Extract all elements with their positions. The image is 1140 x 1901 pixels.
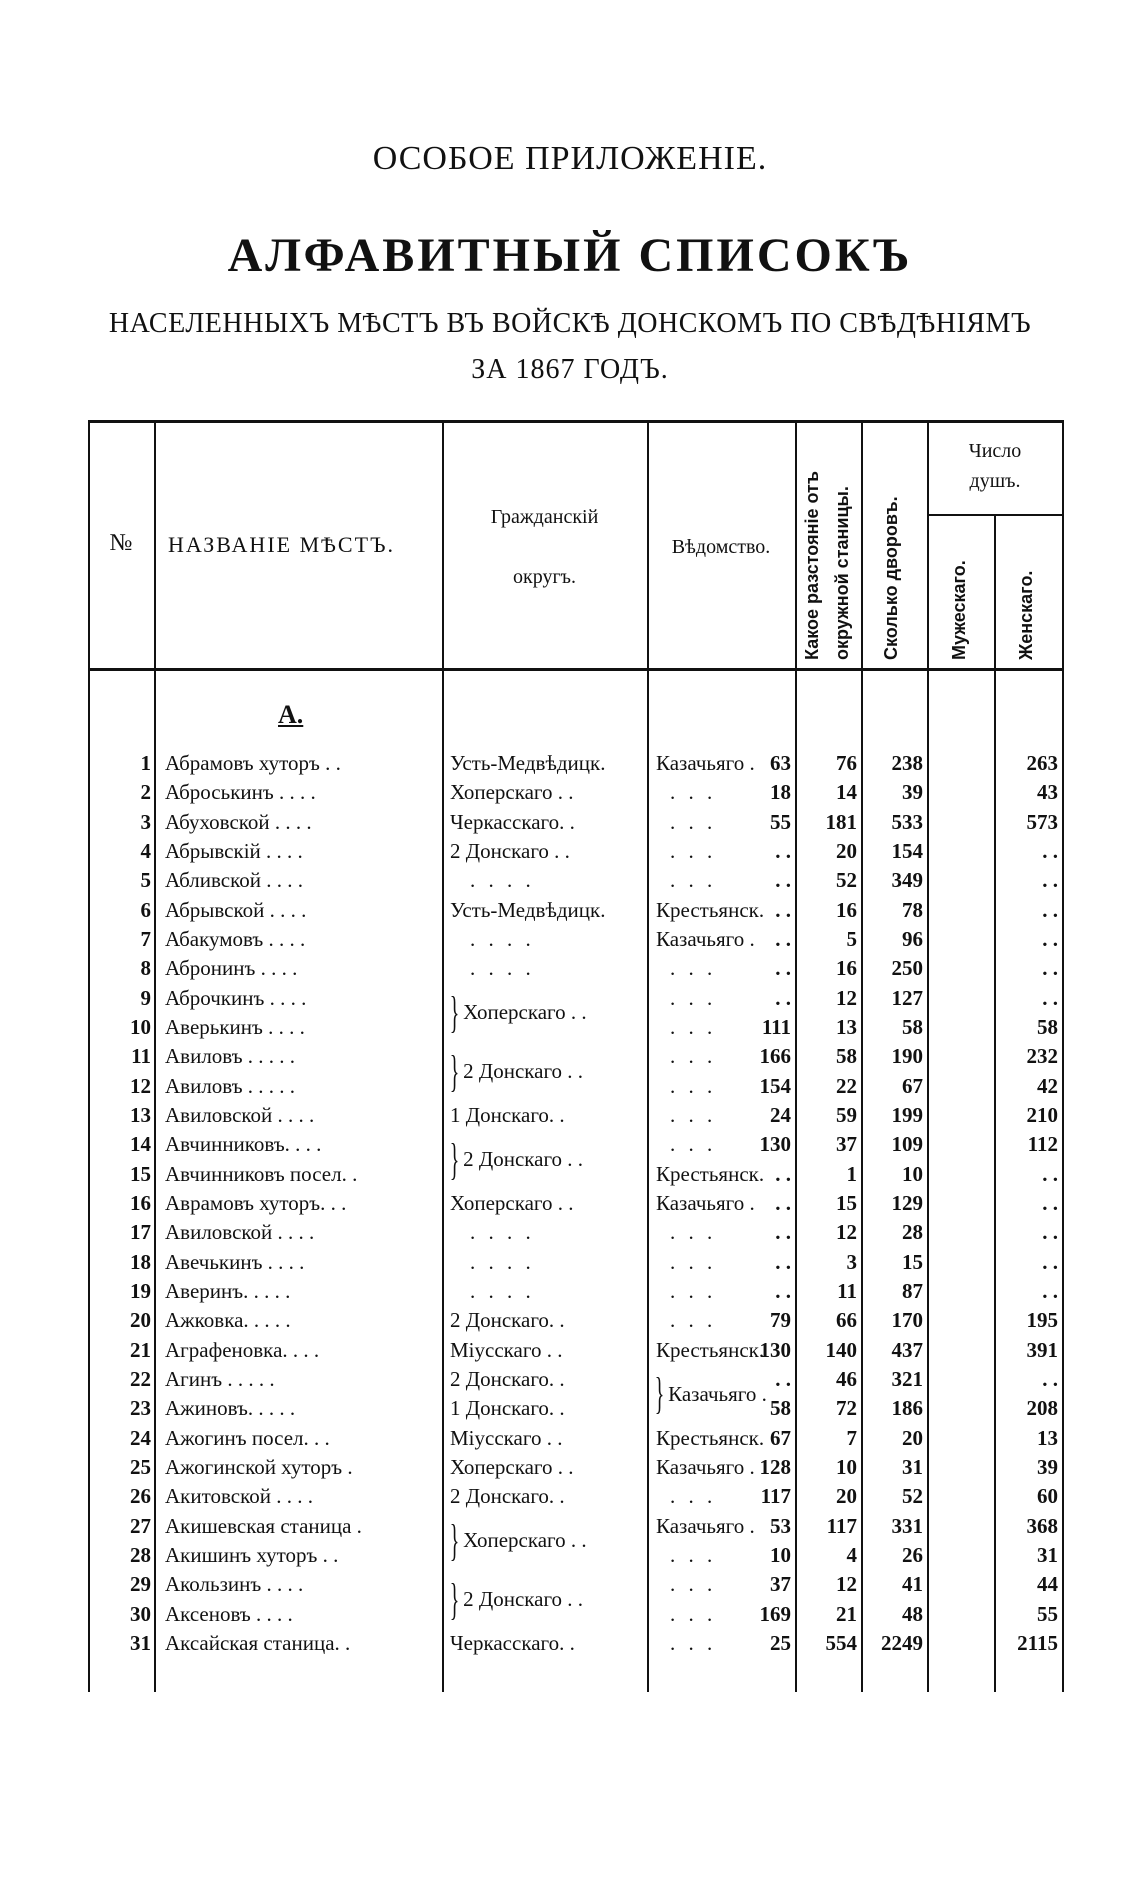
female-count: . . <box>1042 1220 1058 1245</box>
distance: . . <box>775 1249 791 1274</box>
male-count: 20 <box>902 1425 923 1450</box>
households: 12 <box>836 1220 857 1245</box>
place-name: Абрывской . . . . <box>165 897 307 922</box>
row-number: 29 <box>130 1572 151 1597</box>
grouped-district <box>444 1042 583 1101</box>
header-number: № <box>109 530 133 556</box>
place-name: Аксайская станица. . <box>165 1630 351 1655</box>
department: . . . <box>670 1572 717 1597</box>
list-title: АЛФАВИТНЫЙ СПИСОКЪ <box>227 229 913 282</box>
grouped-district <box>444 1512 587 1571</box>
department: . . . <box>670 780 717 805</box>
female-count: 573 <box>1026 809 1058 834</box>
row-number: 9 <box>140 985 151 1010</box>
households: 554 <box>825 1630 857 1655</box>
male-count: 186 <box>891 1396 923 1421</box>
male-count: 250 <box>891 956 923 981</box>
distance: . . <box>775 868 791 893</box>
female-count: . . <box>1042 956 1058 981</box>
department: Казачьяго . <box>656 1190 755 1215</box>
distance: . . <box>775 956 791 981</box>
place-name: Абуховской . . . . <box>165 809 312 834</box>
households: 140 <box>825 1337 857 1362</box>
row-number: 28 <box>130 1542 151 1567</box>
civil-district: . . . . <box>470 926 535 951</box>
table-row <box>0 1629 1140 1658</box>
female-count: 368 <box>1026 1513 1058 1538</box>
department: Казачьяго . <box>656 1513 755 1538</box>
female-count: 232 <box>1026 1044 1058 1069</box>
header-distance <box>797 428 859 660</box>
households: 76 <box>836 751 857 775</box>
place-name: Акитовской . . . . <box>165 1484 313 1509</box>
table-row <box>0 925 1140 954</box>
civil-district: 2 Донскаго. . <box>450 1484 565 1509</box>
civil-district: . . . . <box>470 868 535 893</box>
distance: . . <box>775 1190 791 1215</box>
department: Казачьяго . <box>656 751 755 775</box>
households: 117 <box>826 1513 857 1538</box>
female-count: 195 <box>1026 1308 1058 1333</box>
male-count: 39 <box>902 780 923 805</box>
civil-district: Черкасскаго. . <box>450 1630 575 1655</box>
male-count: 129 <box>891 1190 923 1215</box>
department: . . . <box>670 1132 717 1157</box>
department: Крестьянск. <box>656 1337 765 1362</box>
male-count: 41 <box>902 1572 923 1597</box>
households: 46 <box>836 1366 857 1391</box>
male-count: 26 <box>902 1542 923 1567</box>
civil-district: 2 Донскаго. . <box>450 1366 565 1391</box>
households: 66 <box>836 1308 857 1333</box>
brace-icon: } <box>654 1369 665 1419</box>
table-row <box>0 896 1140 925</box>
department: . . . <box>670 1308 717 1333</box>
households: 1 <box>846 1161 857 1186</box>
header-distance-2: окружной станицы. <box>832 486 852 660</box>
male-count: 190 <box>891 1044 923 1069</box>
distance: 25 <box>770 1630 791 1655</box>
row-number: 31 <box>130 1630 151 1655</box>
female-count: . . <box>1042 985 1058 1010</box>
header-female: Женскаго. <box>1016 570 1036 660</box>
place-name: Аврамовъ хуторъ. . . <box>165 1190 347 1215</box>
male-count: 349 <box>891 868 923 893</box>
header-souls-2: душъ. <box>969 470 1021 492</box>
group-label: 2 Донскаго . . <box>463 1059 584 1084</box>
place-name: Аверькинъ . . . . <box>165 1014 305 1039</box>
distance: . . <box>775 1366 791 1391</box>
households: 59 <box>836 1102 857 1127</box>
grouped-district <box>444 1570 583 1629</box>
households: 13 <box>836 1014 857 1039</box>
place-name: Аброськинъ . . . . <box>165 780 316 805</box>
table-row <box>0 866 1140 895</box>
female-count: . . <box>1042 1366 1058 1391</box>
place-name: Акишинъ хуторъ . . <box>165 1542 339 1567</box>
distance: 154 <box>759 1073 791 1098</box>
female-count: . . <box>1042 1161 1058 1186</box>
male-count: 48 <box>902 1601 923 1626</box>
civil-district: Мiусскаго . . <box>450 1425 563 1450</box>
department: . . . <box>670 1542 717 1567</box>
households: 181 <box>825 809 857 834</box>
table-row <box>0 778 1140 807</box>
list-subtitle: НАСЕЛЕННЫХЪ МѢСТЪ ВЪ ВОЙСКѢ ДОНСКОМЪ ПО СВѢДѢНIЯМЪ <box>108 308 1032 339</box>
distance: 117 <box>760 1484 791 1509</box>
row-number: 16 <box>130 1190 151 1215</box>
distance: . . <box>775 1278 791 1303</box>
distance: . . <box>775 926 791 951</box>
civil-district: Хоперскаго . . <box>450 1190 574 1215</box>
row-number: 14 <box>130 1132 151 1157</box>
place-name: Акользинъ . . . . <box>165 1572 304 1597</box>
households: 15 <box>836 1190 857 1215</box>
civil-district: Хоперскаго . . <box>450 1454 574 1479</box>
female-count: 263 <box>1026 751 1058 775</box>
table-row <box>0 1101 1140 1130</box>
department: . . . <box>670 1073 717 1098</box>
households: 22 <box>836 1073 857 1098</box>
department: . . . <box>670 956 717 981</box>
place-name: Абакумовъ . . . . <box>165 926 306 951</box>
table-row <box>0 1277 1140 1306</box>
distance: 58 <box>770 1396 791 1421</box>
place-name: Авечькинъ . . . . <box>165 1249 305 1274</box>
header-distance-1: Какое разстоянiе отъ <box>802 471 822 660</box>
department: . . . <box>670 1044 717 1069</box>
distance: 55 <box>770 809 791 834</box>
table-row <box>0 1248 1140 1277</box>
male-count: 10 <box>902 1161 923 1186</box>
female-count: 13 <box>1037 1425 1058 1450</box>
households: 14 <box>836 780 857 805</box>
row-number: 13 <box>130 1102 151 1127</box>
table-row <box>0 1394 1140 1423</box>
distance: . . <box>775 1220 791 1245</box>
civil-district: . . . . <box>470 956 535 981</box>
appendix-heading: ОСОБОЕ ПРИЛОЖЕНIЕ. <box>372 140 768 177</box>
department: Крестьянск. <box>656 1161 765 1186</box>
souls-divider <box>928 514 1064 516</box>
households: 20 <box>836 838 857 863</box>
table-row <box>0 808 1140 837</box>
department: Казачьяго . <box>656 926 755 951</box>
households: 5 <box>846 926 857 951</box>
row-number: 18 <box>130 1249 151 1274</box>
female-count: 43 <box>1037 780 1058 805</box>
male-count: 52 <box>902 1484 923 1509</box>
group-label: 2 Донскаго . . <box>463 1147 584 1172</box>
department: . . . <box>670 868 717 893</box>
table-row <box>0 1306 1140 1335</box>
place-name: Абливской . . . . <box>165 868 303 893</box>
male-count: 238 <box>891 751 923 775</box>
place-name: Авиловъ . . . . . <box>165 1073 296 1098</box>
table-row <box>0 749 1140 778</box>
households: 11 <box>837 1278 857 1303</box>
header-name: НАЗВАНIЕ МѢСТЪ. <box>168 532 396 557</box>
header-souls-1: Число <box>968 440 1022 462</box>
civil-district: Усть-Медвѣдицк. <box>450 751 606 775</box>
row-number: 3 <box>140 809 151 834</box>
brace-icon: } <box>449 987 460 1037</box>
row-number: 5 <box>140 868 151 893</box>
civil-district: 2 Донскаго . . <box>450 838 570 863</box>
distance: . . <box>775 985 791 1010</box>
row-number: 23 <box>130 1396 151 1421</box>
distance: 166 <box>759 1044 791 1069</box>
place-name: Аверинъ. . . . . <box>165 1278 291 1303</box>
male-count: 31 <box>902 1454 923 1479</box>
table-row <box>0 1482 1140 1511</box>
distance: 130 <box>759 1132 791 1157</box>
grouped-department <box>649 1365 767 1424</box>
row-number: 30 <box>130 1601 151 1626</box>
row-number: 12 <box>130 1073 151 1098</box>
header-households: Сколько дворовъ. <box>881 496 901 660</box>
department: . . . <box>670 1630 717 1655</box>
male-count: 331 <box>891 1513 923 1538</box>
female-count: 39 <box>1037 1454 1058 1479</box>
department: Крестьянск. <box>656 897 765 922</box>
row-number: 27 <box>130 1513 151 1538</box>
male-count: 28 <box>902 1220 923 1245</box>
brace-icon: } <box>449 1046 460 1096</box>
male-count: 321 <box>891 1366 923 1391</box>
row-number: 11 <box>131 1044 151 1069</box>
female-count: 31 <box>1037 1542 1058 1567</box>
row-number: 1 <box>140 751 151 775</box>
place-name: Авиловской . . . . <box>165 1220 315 1245</box>
place-name: Абрывскiй . . . . <box>165 838 303 863</box>
distance: 128 <box>759 1454 791 1479</box>
distance: . . <box>775 897 791 922</box>
distance: 63 <box>770 751 791 775</box>
households: 58 <box>836 1044 857 1069</box>
department: Казачьяго . <box>656 1454 755 1479</box>
civil-district: Хоперскаго . . <box>450 780 574 805</box>
distance: . . <box>775 1161 791 1186</box>
table-row <box>0 1453 1140 1482</box>
department: . . . <box>670 985 717 1010</box>
department: . . . <box>670 1249 717 1274</box>
male-count: 533 <box>891 809 923 834</box>
male-count: 87 <box>902 1278 923 1303</box>
distance: 24 <box>770 1102 791 1127</box>
row-number: 10 <box>130 1014 151 1039</box>
female-count: 58 <box>1037 1014 1058 1039</box>
list-year: ЗА 1867 ГОДЪ. <box>471 354 669 385</box>
row-number: 25 <box>130 1454 151 1479</box>
households: 7 <box>846 1425 857 1450</box>
place-name: Ажиновъ. . . . . <box>165 1396 296 1421</box>
households: 12 <box>836 985 857 1010</box>
group-label: Казачьяго . <box>668 1381 767 1406</box>
brace-icon: } <box>449 1574 460 1624</box>
distance: 169 <box>759 1601 791 1626</box>
civil-district: Усть-Медвѣдицк. <box>450 897 606 922</box>
female-count: 55 <box>1037 1601 1058 1626</box>
header-okrug-1: Гражданскiй <box>490 506 599 528</box>
department: . . . <box>670 1220 717 1245</box>
female-count: 60 <box>1037 1484 1058 1509</box>
distance: 111 <box>761 1014 791 1039</box>
row-number: 4 <box>140 838 151 863</box>
place-name: Авчинниковъ. . . . <box>165 1132 322 1157</box>
male-count: 78 <box>902 897 923 922</box>
row-number: 21 <box>130 1337 151 1362</box>
place-name: Аксеновъ . . . . <box>165 1601 293 1626</box>
male-count: 437 <box>891 1337 923 1362</box>
department: Крестьянск. <box>656 1425 765 1450</box>
header-vedomstvo: Вѣдомство. <box>671 536 771 558</box>
civil-district: Черкасскаго. . <box>450 809 575 834</box>
distance: 67 <box>770 1425 791 1450</box>
row-number: 2 <box>140 780 151 805</box>
row-number: 8 <box>140 956 151 981</box>
group-label: Хоперскаго . . <box>463 1528 587 1553</box>
brace-icon: } <box>449 1515 460 1565</box>
department: . . . <box>670 1601 717 1626</box>
households: 10 <box>836 1454 857 1479</box>
households: 72 <box>836 1396 857 1421</box>
female-count: 42 <box>1037 1073 1058 1098</box>
civil-district: 2 Донскаго. . <box>450 1308 565 1333</box>
distance: 18 <box>770 780 791 805</box>
female-count: . . <box>1042 926 1058 951</box>
distance: 130 <box>759 1337 791 1362</box>
group-label: Хоперскаго . . <box>463 1000 587 1025</box>
place-name: Авчинниковъ посел. . <box>165 1161 358 1186</box>
households: 20 <box>836 1484 857 1509</box>
place-name: Ажогинской хуторъ . <box>165 1454 353 1479</box>
place-name: Агинъ . . . . . <box>165 1366 275 1391</box>
male-count: 67 <box>902 1073 923 1098</box>
male-count: 96 <box>902 926 923 951</box>
header-okrug-2: округъ. <box>513 566 576 588</box>
grouped-district <box>444 1130 583 1189</box>
table-row <box>0 954 1140 983</box>
civil-district: . . . . <box>470 1220 535 1245</box>
place-name: Авиловской . . . . <box>165 1102 315 1127</box>
distance: 10 <box>770 1542 791 1567</box>
female-count: 112 <box>1027 1132 1058 1157</box>
row-number: 26 <box>130 1484 151 1509</box>
female-count: . . <box>1042 1278 1058 1303</box>
row-number: 15 <box>130 1161 151 1186</box>
male-count: 199 <box>891 1102 923 1127</box>
header-bottom-rule <box>88 668 1064 671</box>
male-count: 154 <box>891 838 923 863</box>
row-number: 7 <box>140 926 151 951</box>
civil-district: 1 Донскаго. . <box>450 1396 565 1421</box>
female-count: 44 <box>1037 1572 1058 1597</box>
male-count: 109 <box>891 1132 923 1157</box>
households: 16 <box>836 897 857 922</box>
male-count: 58 <box>902 1014 923 1039</box>
row-number: 19 <box>130 1278 151 1303</box>
place-name: Абронинъ . . . . <box>165 956 298 981</box>
female-count: . . <box>1042 1190 1058 1215</box>
distance: 53 <box>770 1513 791 1538</box>
header-male: Мужескаго. <box>949 560 969 660</box>
place-name: Абрамовъ хуторъ . . <box>165 751 341 775</box>
female-count: . . <box>1042 868 1058 893</box>
table-top-rule <box>88 420 1064 423</box>
households: 4 <box>846 1542 857 1567</box>
department: . . . <box>670 838 717 863</box>
department: . . . <box>670 1102 717 1127</box>
households: 3 <box>846 1249 857 1274</box>
male-count: 15 <box>902 1249 923 1274</box>
place-name: Акишевская станица . <box>165 1513 362 1538</box>
table-row <box>0 1189 1140 1218</box>
female-count: 210 <box>1026 1102 1058 1127</box>
place-name: Аграфеновка. . . . <box>165 1337 320 1362</box>
female-count: 2115 <box>1017 1630 1058 1655</box>
department: . . . <box>670 1278 717 1303</box>
section-letter: А. <box>278 700 304 729</box>
department: . . . <box>670 809 717 834</box>
households: 12 <box>836 1572 857 1597</box>
department: . . . <box>670 1484 717 1509</box>
female-count: 208 <box>1026 1396 1058 1421</box>
distance: 37 <box>770 1572 791 1597</box>
group-label: 2 Донскаго . . <box>463 1587 584 1612</box>
households: 37 <box>836 1132 857 1157</box>
female-count: . . <box>1042 1249 1058 1274</box>
place-name: Авиловъ . . . . . <box>165 1044 296 1069</box>
place-name: Аброчкинъ . . . . <box>165 985 307 1010</box>
department: . . . <box>670 1014 717 1039</box>
households: 16 <box>836 956 857 981</box>
female-count: . . <box>1042 897 1058 922</box>
civil-district: 1 Донскаго. . <box>450 1102 565 1127</box>
civil-district: Мiусскаго . . <box>450 1337 563 1362</box>
male-count: 170 <box>891 1308 923 1333</box>
male-count: 127 <box>891 985 923 1010</box>
male-count: 2249 <box>881 1630 923 1655</box>
place-name: Ажковка. . . . . <box>165 1308 291 1333</box>
table-row <box>0 1365 1140 1394</box>
row-number: 22 <box>130 1366 151 1391</box>
households: 52 <box>836 868 857 893</box>
table-row <box>0 1424 1140 1453</box>
row-number: 17 <box>130 1220 151 1245</box>
table-row <box>0 1336 1140 1365</box>
table-row <box>0 837 1140 866</box>
row-number: 24 <box>130 1425 151 1450</box>
female-count: . . <box>1042 838 1058 863</box>
distance: 79 <box>770 1308 791 1333</box>
civil-district: . . . . <box>470 1249 535 1274</box>
households: 21 <box>836 1601 857 1626</box>
brace-icon: } <box>449 1134 460 1184</box>
place-name: Ажогинъ посел. . . <box>165 1425 330 1450</box>
civil-district: . . . . <box>470 1278 535 1303</box>
row-number: 20 <box>130 1308 151 1333</box>
female-count: 391 <box>1026 1337 1058 1362</box>
grouped-district <box>444 984 587 1043</box>
row-number: 6 <box>140 897 151 922</box>
distance: . . <box>775 838 791 863</box>
table-row <box>0 1218 1140 1247</box>
